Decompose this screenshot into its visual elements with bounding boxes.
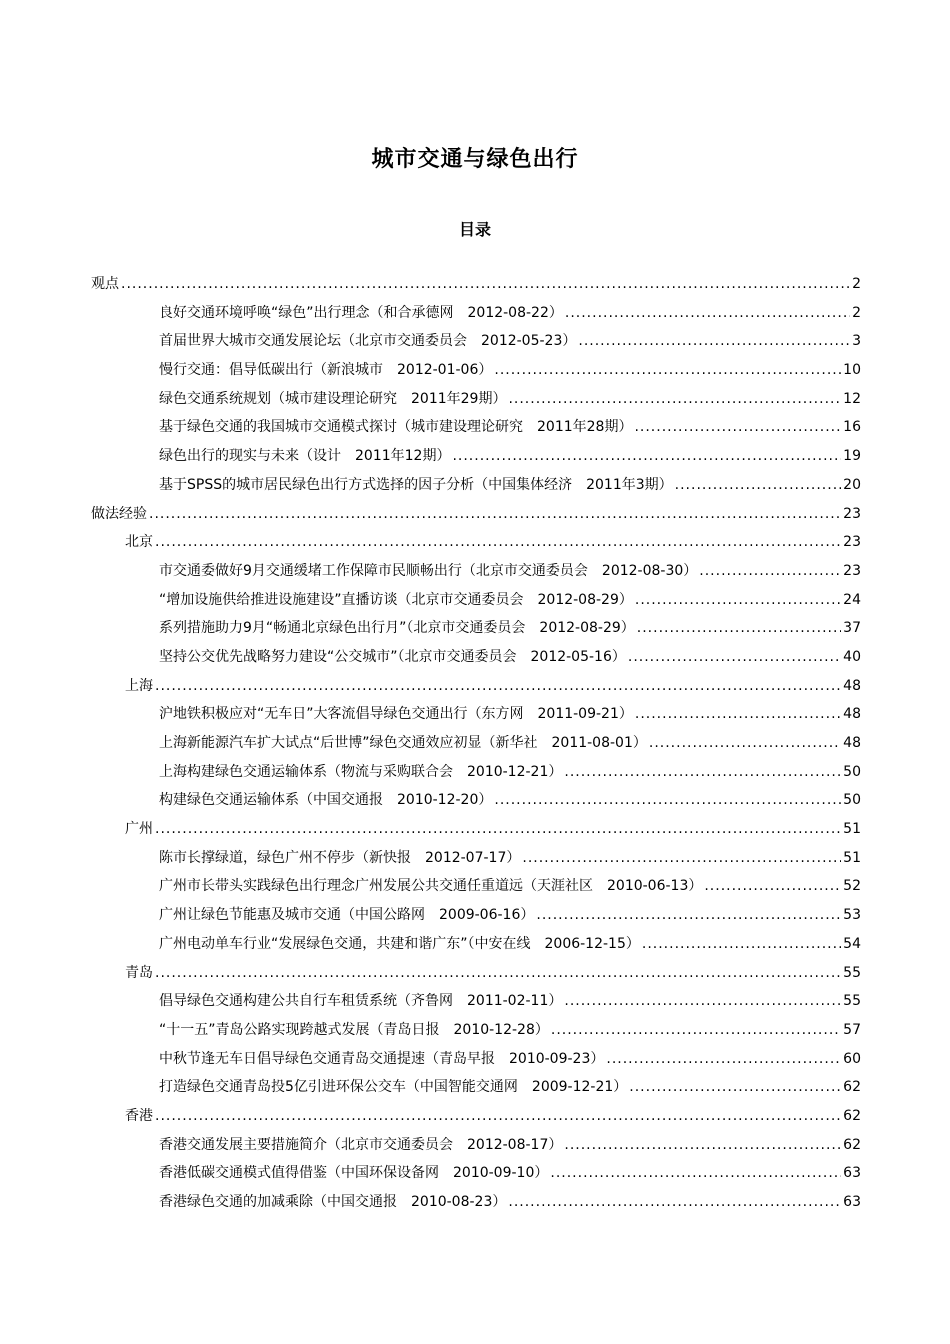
- dot-leader: [452, 442, 841, 471]
- toc-subsection-entry[interactable]: [91, 528, 861, 557]
- toc-entry-label: 绿色交通系统规划（城市建设理论研究 2011年29期）: [159, 390, 507, 407]
- dot-leader: [155, 959, 841, 988]
- toc-entry[interactable]: [91, 987, 861, 1016]
- toc-section-entry[interactable]: [91, 270, 861, 299]
- toc-entry-label: 中秋节逢无车日倡导绿色交通青岛交通提速（青岛早报 2010-09-23）: [159, 1050, 605, 1067]
- dot-leader: [494, 356, 841, 385]
- toc-page-number: 40: [843, 648, 861, 665]
- dot-leader: [649, 729, 841, 758]
- dot-leader: [564, 758, 841, 787]
- toc-page-number: 63: [843, 1165, 861, 1182]
- toc-subsection-entry[interactable]: [91, 815, 861, 844]
- toc-entry-label: 香港交通发展主要措施简介（北京市交通委员会 2012-08-17）: [159, 1136, 563, 1153]
- toc-entry[interactable]: [91, 1188, 861, 1217]
- toc-page-number: 48: [843, 677, 861, 694]
- toc-entry[interactable]: [91, 586, 861, 615]
- dot-leader: [628, 643, 841, 672]
- toc-page-number: 19: [843, 448, 861, 465]
- dot-leader: [629, 1073, 841, 1102]
- toc-page-number: 62: [843, 1107, 861, 1124]
- dot-leader: [508, 385, 841, 414]
- toc-page-number: 53: [843, 907, 861, 924]
- toc-page-number: 51: [843, 821, 861, 838]
- toc-entry-label: 香港绿色交通的加减乘除（中国交通报 2010-08-23）: [159, 1194, 507, 1210]
- toc-entry-label: 坚持公交优先战略努力建设“公交城市”（北京市交通委员会 2012-05-16）: [159, 648, 626, 665]
- toc-entry-label: 青岛: [125, 964, 153, 981]
- toc-entry[interactable]: [91, 643, 861, 672]
- dot-leader: [536, 901, 841, 930]
- toc-entry-label: 系列措施助力9月“畅通北京绿色出行月”（北京市交通委员会 2012-08-29）: [159, 620, 635, 637]
- toc-entry[interactable]: [91, 786, 861, 815]
- toc-entry-label: 北京: [125, 534, 153, 551]
- toc-entry[interactable]: [91, 844, 861, 873]
- toc-page-number: 37: [843, 620, 861, 637]
- dot-leader: [564, 1131, 841, 1160]
- toc-entry[interactable]: [91, 1016, 861, 1045]
- toc-entry-label: “十一五”青岛公路实现跨越式发展（青岛日报 2010-12-28）: [159, 1021, 549, 1038]
- toc-entry[interactable]: [91, 930, 861, 959]
- toc-page-number: 20: [843, 476, 861, 493]
- toc-subsection-entry[interactable]: [91, 959, 861, 988]
- toc-entry[interactable]: [91, 901, 861, 930]
- document-title: 城市交通与绿色出行: [371, 147, 579, 172]
- toc-entry[interactable]: [91, 557, 861, 586]
- toc-entry-label: 香港: [125, 1107, 153, 1124]
- toc-entry-label: 陈市长撑绿道，绿色广州不停步（新快报 2012-07-17）: [159, 849, 521, 866]
- dot-leader: [565, 299, 850, 328]
- toc-page-number: 62: [843, 1136, 861, 1153]
- toc-entry[interactable]: [91, 299, 861, 328]
- toc-page-number: 52: [843, 878, 861, 895]
- toc-entry-label: 广州市长带头实践绿色出行理念广州发展公共交通任重道远（天涯社区 2010-06-13）: [159, 878, 703, 895]
- toc-page-number: 2: [852, 276, 861, 292]
- toc-page-number: 23: [843, 505, 861, 522]
- toc-page-number: 54: [843, 935, 861, 952]
- toc-entry[interactable]: [91, 327, 861, 356]
- toc-entry[interactable]: [91, 385, 861, 414]
- toc-entry[interactable]: [91, 872, 861, 901]
- toc-page-number: 2: [852, 304, 861, 321]
- toc-page-number: 48: [843, 706, 861, 723]
- dot-leader: [155, 1102, 841, 1131]
- toc-page-number: 63: [843, 1194, 861, 1210]
- dot-leader: [155, 528, 841, 557]
- dot-leader: [578, 327, 850, 356]
- toc-page-number: 62: [843, 1079, 861, 1096]
- toc-page-number: 57: [843, 1021, 861, 1038]
- toc-page-number: 50: [843, 792, 861, 809]
- toc-page-number: 16: [843, 419, 861, 436]
- toc-page-number: 50: [843, 763, 861, 780]
- toc-entry-label: 良好交通环境呼唤“绿色”出行理念（和合承德网 2012-08-22）: [159, 304, 563, 321]
- dot-leader: [606, 1045, 841, 1074]
- toc-entry-label: 首届世界大城市交通发展论坛（北京市交通委员会 2012-05-23）: [159, 333, 577, 350]
- toc-entry-label: 上海新能源汽车扩大试点“后世博”绿色交通效应初显（新华社 2011-08-01）: [159, 735, 647, 751]
- toc-entry-label: 构建绿色交通运输体系（中国交通报 2010-12-20）: [159, 792, 493, 809]
- toc-entry[interactable]: [91, 413, 861, 442]
- toc-page-number: 60: [843, 1050, 861, 1067]
- dot-leader: [155, 672, 841, 701]
- toc-page-number: 23: [843, 562, 861, 579]
- dot-leader: [551, 1016, 841, 1045]
- dot-leader: [564, 987, 841, 1016]
- toc-entry-label: 基于绿色交通的我国城市交通模式探讨（城市建设理论研究 2011年28期）: [159, 419, 633, 436]
- dot-leader: [642, 930, 841, 959]
- toc-page-number: 24: [843, 591, 861, 608]
- toc-page-number: 55: [843, 993, 861, 1010]
- dot-leader: [155, 815, 841, 844]
- toc-entry-label: 广州: [125, 821, 153, 838]
- toc-page-number: 51: [843, 849, 861, 866]
- toc-entry-label: 打造绿色交通青岛投5亿引进环保公交车（中国智能交通网 2009-12-21）: [159, 1079, 628, 1096]
- dot-leader: [635, 586, 841, 615]
- toc-entry-label: 上海: [125, 677, 153, 694]
- toc-entry-label: 做法经验: [91, 505, 147, 522]
- toc-subsection-entry[interactable]: [91, 672, 861, 701]
- dot-leader: [704, 872, 841, 901]
- toc-entry-label: 观点: [91, 276, 119, 292]
- table-of-contents: [91, 270, 861, 1217]
- toc-entry[interactable]: [91, 729, 861, 758]
- toc-entry-label: “增加设施供给推进设施建设”直播访谈（北京市交通委员会 2012-08-29）: [159, 591, 633, 608]
- dot-leader: [634, 413, 841, 442]
- toc-entry-label: 基于SPSS的城市居民绿色出行方式选择的因子分析（中国集体经济 2011年3期）: [159, 476, 673, 493]
- toc-entry[interactable]: [91, 614, 861, 643]
- dot-leader: [635, 700, 841, 729]
- toc-page-number: 48: [843, 735, 861, 751]
- toc-section-entry[interactable]: [91, 500, 861, 529]
- toc-entry-label: 广州电动单车行业“发展绿色交通，共建和谐广东”（中安在线 2006-12-15）: [159, 935, 640, 952]
- toc-entry[interactable]: [91, 1131, 861, 1160]
- toc-entry-label: 慢行交通：倡导低碳出行（新浪城市 2012-01-06）: [159, 362, 493, 379]
- toc-heading: 目录: [458, 220, 491, 239]
- toc-page-number: 23: [843, 534, 861, 551]
- toc-entry-label: 广州让绿色节能惠及城市交通（中国公路网 2009-06-16）: [159, 907, 535, 924]
- dot-leader: [637, 614, 841, 643]
- dot-leader: [699, 557, 841, 586]
- toc-entry-label: 市交通委做好9月交通缓堵工作保障市民顺畅出行（北京市交通委员会 2012-08-30）: [159, 562, 698, 579]
- toc-page-number: 3: [852, 333, 861, 350]
- toc-entry-label: 倡导绿色交通构建公共自行车租赁系统（齐鲁网 2011-02-11）: [159, 993, 563, 1010]
- toc-page-number: 10: [843, 362, 861, 379]
- toc-entry-label: 香港低碳交通模式值得借鉴（中国环保设备网 2010-09-10）: [159, 1165, 549, 1182]
- toc-entry[interactable]: [91, 758, 861, 787]
- dot-leader: [121, 270, 850, 299]
- toc-page-number: 12: [843, 390, 861, 407]
- toc-entry-label: 上海构建绿色交通运输体系（物流与采购联合会 2010-12-21）: [159, 763, 563, 780]
- toc-entry[interactable]: [91, 471, 861, 500]
- toc-entry[interactable]: [91, 1045, 861, 1074]
- toc-entry-label: 沪地铁积极应对“无车日”大客流倡导绿色交通出行（东方网 2011-09-21）: [159, 706, 633, 723]
- dot-leader: [508, 1188, 841, 1217]
- dot-leader: [550, 1159, 841, 1188]
- dot-leader: [149, 500, 841, 529]
- dot-leader: [675, 471, 842, 500]
- dot-leader: [522, 844, 841, 873]
- toc-subsection-entry[interactable]: [91, 1102, 861, 1131]
- toc-entry[interactable]: [91, 700, 861, 729]
- toc-entry[interactable]: [91, 442, 861, 471]
- toc-page-number: 55: [843, 964, 861, 981]
- toc-entry[interactable]: [91, 1073, 861, 1102]
- toc-entry[interactable]: [91, 356, 861, 385]
- toc-entry-label: 绿色出行的现实与未来（设计 2011年12期）: [159, 448, 451, 465]
- toc-entry[interactable]: [91, 1159, 861, 1188]
- dot-leader: [494, 786, 841, 815]
